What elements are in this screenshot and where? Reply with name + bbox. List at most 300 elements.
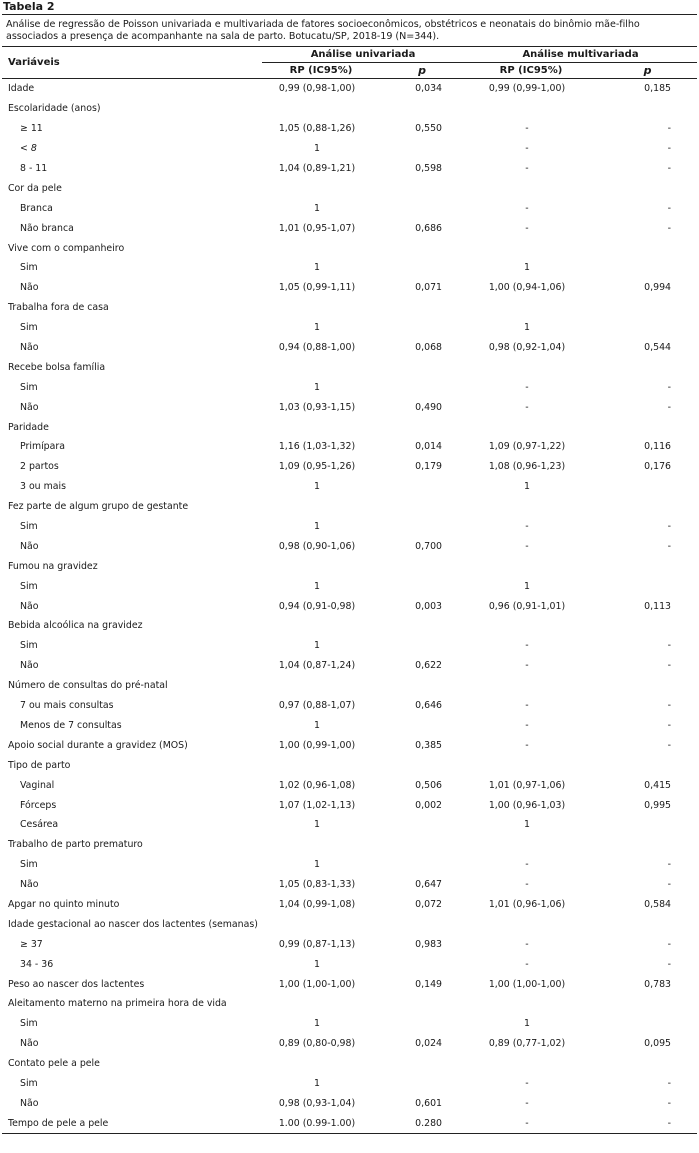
table-row [2,357,697,377]
multivariate-p-cell: - [667,1077,672,1089]
table-row [2,1074,697,1094]
multivariate-rp-cell: - [525,163,529,174]
univariate-rp-cell: 1 [314,1077,320,1089]
table-row [2,377,697,397]
multivariate-rp-cell: - [525,640,529,652]
table-row [2,1014,697,1034]
multivariate-rp-cell: 1,00 (0,96-1,03) [488,799,566,811]
univariate-p-cell [380,636,464,656]
multivariate-rp-cell: 1,01 (0,96-1,06) [488,898,566,910]
univariate-rp-cell [262,914,380,934]
table-row [2,895,697,915]
univariate-rp-cell [262,1054,380,1074]
multivariate-rp-cell [464,99,598,119]
multivariate-p-cell: 0,994 [644,282,672,294]
table-body [2,79,697,1134]
row-label: Apgar no quinto minuto [8,898,120,910]
table-row [2,875,697,895]
row-label: ≥ 11 [20,123,43,135]
multivariate-rp-cell: 1 [524,481,530,493]
multivariate-p-cell [598,994,697,1014]
univariate-rp-cell: 0,94 (0,91-0,98) [278,600,356,612]
univariate-rp-cell [262,676,380,696]
multivariate-rp-cell: 1 [524,322,530,334]
multivariate-p-cell: 0,176 [644,461,672,473]
univariate-p-cell [380,1014,464,1034]
univariate-p-cell: 0,622 [415,660,442,672]
univariate-p-cell: 0,686 [415,222,442,234]
univariate-rp-cell [262,417,380,437]
row-label: Sim [20,640,38,652]
univariate-p-cell [380,198,464,218]
univariate-rp-cell: 0,98 (0,93-1,04) [278,1097,356,1109]
row-label: 34 - 36 [20,958,54,970]
table-row [2,417,697,437]
multivariate-p-cell: 0,783 [644,978,672,990]
multivariate-p-cell: 0,544 [644,342,672,354]
multivariate-p-cell: - [667,879,672,891]
univariate-rp-cell [262,178,380,198]
multivariate-p-cell: 0,095 [644,1038,672,1050]
multivariate-p-cell: - [667,958,672,970]
univariate-p-cell [380,318,464,338]
multivariate-rp-cell: - [525,202,529,214]
multivariate-rp-cell [464,298,598,318]
table-row [2,397,697,417]
row-label: < 8 [20,143,37,155]
univariate-rp-cell: 1,16 (1,03-1,32) [278,441,356,453]
row-label: Fez parte de algum grupo de gestante [8,501,189,513]
row-label: Não [20,342,39,354]
row-label: Peso ao nascer dos lactentes [8,978,145,990]
table-row [2,1054,697,1074]
univariate-rp-cell: 1,05 (0,99-1,11) [278,282,356,294]
univariate-rp-cell: 1,09 (0,95-1,26) [278,461,356,473]
row-label: Recebe bolsa família [8,361,106,373]
univariate-rp-cell: 1 [314,143,320,155]
univariate-rp-cell: 1,07 (1,02-1,13) [278,799,356,811]
row-label: Não [20,401,39,413]
row-label: ≥ 37 [20,938,43,950]
multivariate-rp-cell: - [525,143,529,155]
univariate-rp-cell: 1 [314,1018,320,1030]
table-row [2,735,697,755]
row-label: Tipo de parto [8,759,71,771]
multivariate-rp-cell: 0,96 (0,91-1,01) [488,600,566,612]
multivariate-p-cell: 0,995 [644,799,672,811]
table-row [2,139,697,159]
multivariate-p-cell [598,835,697,855]
table-row [2,457,697,477]
header-multivariate-rp: RP (IC95%) [464,63,598,79]
row-label: Idade gestacional ao nascer dos lactentes (semanas) [8,918,258,930]
row-label: Vaginal [20,779,55,791]
univariate-rp-cell: 0,99 (0,98-1,00) [278,83,356,95]
table-row [2,99,697,119]
table-row [2,437,697,457]
row-label: Não [20,540,39,552]
multivariate-p-cell [598,616,697,636]
univariate-rp-cell: 1,00 (0,99-1,00) [278,739,356,751]
row-label: Aleitamento materno na primeira hora de vida [8,998,227,1010]
row-label: Sim [20,262,38,274]
univariate-rp-cell: 1 [314,262,320,274]
row-label: Não [20,1097,39,1109]
multivariate-rp-cell: 0,89 (0,77-1,02) [488,1038,566,1050]
row-label: Cor da pele [8,182,62,194]
row-label: Não branca [20,222,74,234]
row-label: Apoio social durante a gravidez (MOS) [8,739,188,751]
table-row [2,298,697,318]
multivariate-p-cell: - [667,381,672,393]
table-row [2,1113,697,1133]
univariate-rp-cell [262,616,380,636]
row-label: Número de consultas do pré-natal [8,680,168,692]
multivariate-rp-cell: 1 [524,262,530,274]
table-row [2,696,697,716]
row-label: Sim [20,322,38,334]
univariate-p-cell [380,815,464,835]
multivariate-p-cell: - [667,521,672,533]
univariate-rp-cell: 1,02 (0,96-1,08) [278,779,356,791]
multivariate-rp-cell: - [525,719,529,731]
univariate-p-cell [380,556,464,576]
regression-table [2,47,697,1134]
univariate-rp-cell: 1,05 (0,88-1,26) [278,123,356,135]
multivariate-p-cell: - [667,202,672,214]
table-row [2,238,697,258]
univariate-p-cell [380,994,464,1014]
univariate-p-cell [380,954,464,974]
table-row [2,676,697,696]
multivariate-rp-cell: 0,98 (0,92-1,04) [488,342,566,354]
table-row [2,576,697,596]
multivariate-rp-cell: - [525,700,529,712]
row-label: Sim [20,1077,38,1089]
table-row [2,636,697,656]
header-univariate: Análise univariada [262,47,464,63]
multivariate-rp-cell: 1,09 (0,97-1,22) [488,441,566,453]
multivariate-p-cell [598,357,697,377]
table-row [2,477,697,497]
univariate-p-cell: 0,068 [415,342,442,354]
multivariate-p-cell: - [667,123,672,135]
multivariate-p-cell: - [667,719,672,731]
row-label: 7 ou mais consultas [20,700,114,712]
multivariate-rp-cell: - [525,660,529,672]
row-label: Primípara [20,441,65,453]
multivariate-rp-cell [464,914,598,934]
table-row [2,716,697,736]
univariate-p-cell: 0,550 [415,123,442,135]
univariate-rp-cell: 1 [314,819,320,831]
univariate-rp-cell: 1 [314,322,320,334]
univariate-p-cell [380,477,464,497]
header-multivariate-p: p [598,63,697,79]
univariate-rp-cell: 1 [314,958,320,970]
univariate-p-cell [380,178,464,198]
univariate-p-cell [380,835,464,855]
multivariate-rp-cell [464,178,598,198]
table-row [2,855,697,875]
table-row [2,1034,697,1054]
header-variables: Variáveis [2,47,262,79]
univariate-p-cell: 0,034 [415,83,442,95]
univariate-rp-cell [262,994,380,1014]
row-label: 8 - 11 [20,163,48,174]
univariate-p-cell: 0,071 [415,282,442,294]
univariate-rp-cell [262,497,380,517]
multivariate-p-cell: - [667,739,672,751]
multivariate-rp-cell [464,755,598,775]
header-multivariate: Análise multivariada [464,47,697,63]
header-univariate-p: p [380,63,464,79]
table-row [2,198,697,218]
multivariate-p-cell: - [667,859,672,871]
table-row [2,815,697,835]
univariate-p-cell: 0,003 [415,600,442,612]
univariate-rp-cell: 0,94 (0,88-1,00) [278,342,356,354]
row-label: Sim [20,1018,38,1030]
multivariate-p-cell [598,258,697,278]
table-header [2,47,697,79]
row-label: Não [20,1038,39,1050]
univariate-rp-cell: 0,98 (0,90-1,06) [278,540,356,552]
row-label: Trabalha fora de casa [8,302,109,314]
univariate-p-cell [380,755,464,775]
row-label: Sim [20,521,38,533]
univariate-rp-cell: 1,03 (0,93-1,15) [278,401,356,413]
row-label: Não [20,282,39,294]
table-row [2,775,697,795]
multivariate-p-cell: - [667,401,672,413]
table-row [2,318,697,338]
multivariate-rp-cell: - [464,1113,598,1133]
multivariate-rp-cell [464,1054,598,1074]
univariate-rp-cell: 1 [314,640,320,652]
multivariate-rp-cell: - [525,123,529,135]
table-row [2,556,697,576]
univariate-rp-cell [262,99,380,119]
multivariate-p-cell [598,477,697,497]
row-label: Fumou na gravidez [8,560,98,572]
table-row [2,656,697,676]
row-label: Contato pele a pele [8,1058,100,1070]
table-row [2,934,697,954]
multivariate-p-cell [598,99,697,119]
univariate-p-cell [380,1074,464,1094]
row-label: Idade [8,83,35,95]
multivariate-rp-cell [464,417,598,437]
multivariate-p-cell: - [667,660,672,672]
univariate-p-cell [380,914,464,934]
table-row [2,338,697,358]
multivariate-rp-cell: - [525,958,529,970]
multivariate-rp-cell: - [525,401,529,413]
univariate-p-cell [380,258,464,278]
multivariate-p-cell: - [667,1097,672,1109]
multivariate-p-cell: - [667,938,672,950]
univariate-p-cell: 0,506 [415,779,442,791]
row-label: Bebida alcoólica na gravidez [8,620,143,632]
multivariate-p-cell [598,417,697,437]
multivariate-p-cell: - [667,700,672,712]
row-label: Branca [20,202,53,214]
multivariate-p-cell [598,497,697,517]
multivariate-p-cell [598,576,697,596]
univariate-rp-cell [262,298,380,318]
univariate-rp-cell: 0,89 (0,80-0,98) [278,1038,356,1050]
table-title: Tabela 2 [2,0,697,15]
univariate-p-cell [380,517,464,537]
univariate-rp-cell: 1 [314,381,320,393]
table-row [2,119,697,139]
multivariate-rp-cell: - [525,1097,529,1109]
univariate-p-cell [380,417,464,437]
multivariate-p-cell: - [667,640,672,652]
table-row [2,835,697,855]
univariate-rp-cell [262,357,380,377]
univariate-p-cell [380,855,464,875]
univariate-rp-cell: 1,04 (0,89-1,21) [278,163,356,174]
univariate-rp-cell: 1,04 (0,87-1,24) [278,660,356,672]
univariate-rp-cell: 0,99 (0,87-1,13) [278,938,356,950]
multivariate-p-cell [598,298,697,318]
univariate-p-cell [380,576,464,596]
multivariate-p-cell [598,1054,697,1074]
row-label: Escolaridade (anos) [8,103,101,115]
multivariate-p-cell: - [598,1113,697,1133]
row-label: Menos de 7 consultas [20,719,122,731]
multivariate-rp-cell [464,616,598,636]
multivariate-p-cell: 0,185 [644,83,672,95]
univariate-rp-cell [262,755,380,775]
univariate-rp-cell: 1,01 (0,95-1,07) [278,222,356,234]
row-label: Fórceps [20,799,57,811]
multivariate-p-cell: - [667,540,672,552]
univariate-p-cell: 0,490 [415,401,442,413]
table-row [2,954,697,974]
multivariate-p-cell [598,318,697,338]
multivariate-rp-cell [464,357,598,377]
univariate-rp-cell: 1,05 (0,83-1,33) [278,879,356,891]
table-row [2,616,697,636]
row-label: 2 partos [20,461,59,473]
table-caption: Análise de regressão de Poisson univariada e multivariada de fatores socioeconômicos, obstétricos e neonatais do binômio mãe-filho associados a presença de acompanhante na sala de parto. Botucatu/SP, 2018-19 (N=344). [2,15,697,47]
table-container [2,0,697,1134]
univariate-p-cell: 0,700 [415,540,442,552]
multivariate-rp-cell: 1,00 (1,00-1,00) [488,978,566,990]
univariate-p-cell: 0,072 [415,898,442,910]
multivariate-rp-cell [464,994,598,1014]
table-row [2,974,697,994]
multivariate-rp-cell: - [525,521,529,533]
multivariate-p-cell [598,676,697,696]
table-row [2,795,697,815]
row-label: Não [20,600,39,612]
row-label: Trabalho de parto prematuro [8,839,143,851]
table-row [2,258,697,278]
table-row [2,159,697,179]
multivariate-p-cell [598,755,697,775]
multivariate-rp-cell [464,497,598,517]
univariate-rp-cell [262,835,380,855]
univariate-p-cell: 0,983 [415,938,442,950]
univariate-p-cell [380,298,464,318]
univariate-p-cell [380,1054,464,1074]
table-row [2,1093,697,1113]
multivariate-rp-cell: 1 [524,1018,530,1030]
row-label: Vive com o companheiro [8,242,125,254]
multivariate-rp-cell: - [525,222,529,234]
multivariate-rp-cell: - [525,381,529,393]
multivariate-rp-cell: - [525,1077,529,1089]
row-label: Sim [20,580,38,592]
univariate-rp-cell: 1 [314,481,320,493]
multivariate-p-cell [598,815,697,835]
multivariate-rp-cell [464,835,598,855]
univariate-rp-cell [262,556,380,576]
multivariate-rp-cell: - [525,879,529,891]
multivariate-rp-cell: - [525,938,529,950]
univariate-rp-cell [262,238,380,258]
header-univariate-rp: RP (IC95%) [262,63,380,79]
univariate-p-cell [380,238,464,258]
multivariate-rp-cell [464,556,598,576]
table-row [2,517,697,537]
table-row [2,914,697,934]
multivariate-rp-cell: 1 [524,819,530,831]
multivariate-p-cell: - [667,222,672,234]
univariate-p-cell [380,497,464,517]
multivariate-p-cell: 0,113 [644,600,672,612]
univariate-p-cell [380,357,464,377]
row-label: Paridade [8,421,49,433]
row-label: Não [20,879,39,891]
univariate-p-cell [380,716,464,736]
multivariate-rp-cell: - [525,540,529,552]
table-row [2,596,697,616]
multivariate-p-cell [598,914,697,934]
multivariate-p-cell: 0,116 [644,441,672,453]
univariate-p-cell: 0.280 [380,1113,464,1133]
multivariate-p-cell: 0,584 [644,898,672,910]
univariate-p-cell: 0,646 [415,700,442,712]
multivariate-rp-cell: 1,00 (0,94-1,06) [488,282,566,294]
row-label: Cesárea [20,819,59,831]
table-row [2,755,697,775]
table-row [2,536,697,556]
univariate-rp-cell: 1.00 (0.99-1.00) [262,1113,380,1133]
multivariate-rp-cell [464,238,598,258]
univariate-p-cell: 0,149 [415,978,442,990]
multivariate-rp-cell: - [525,859,529,871]
multivariate-rp-cell: 1,08 (0,96-1,23) [488,461,566,473]
univariate-rp-cell: 1 [314,202,320,214]
row-label: Tempo de pele a pele [2,1113,262,1133]
row-label: 3 ou mais [20,481,66,493]
univariate-p-cell: 0,647 [415,879,442,891]
univariate-rp-cell: 1 [314,859,320,871]
multivariate-rp-cell: 0,99 (0,99-1,00) [488,83,566,95]
univariate-p-cell [380,377,464,397]
univariate-rp-cell: 1,00 (1,00-1,00) [278,978,356,990]
table-row [2,497,697,517]
row-label: Sim [20,859,38,871]
multivariate-rp-cell: - [525,739,529,751]
univariate-rp-cell: 1 [314,580,320,592]
multivariate-rp-cell: 1 [524,580,530,592]
